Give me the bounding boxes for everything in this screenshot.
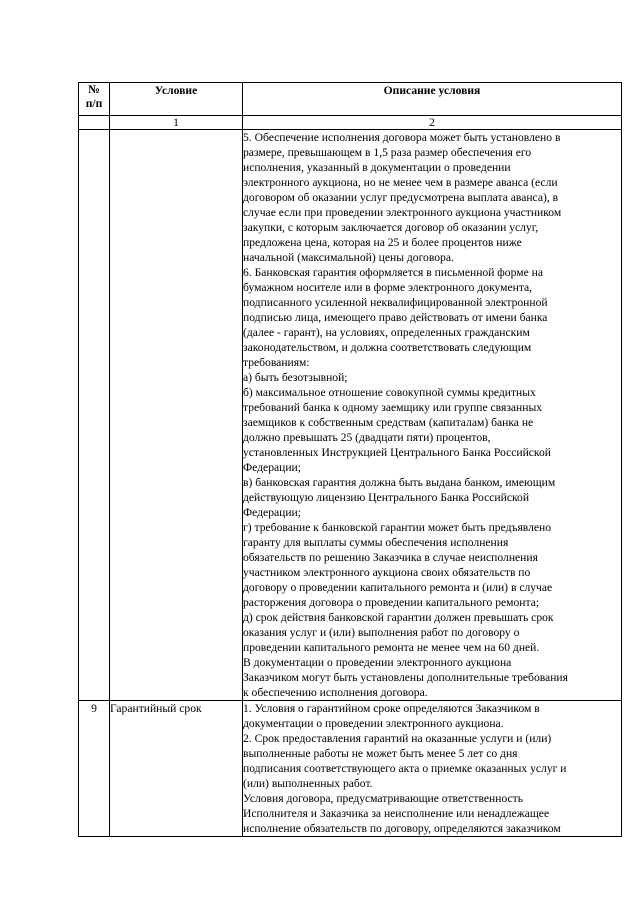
column-index-3: 2 — [243, 116, 622, 130]
description-line: Федерации; — [243, 506, 301, 519]
description-line: выполненные работы не может быть менее 5 лет со дня — [243, 747, 518, 760]
description-line: предложена цена, которая на 25 и более процентов ниже — [243, 236, 522, 249]
row-description — [243, 130, 622, 701]
description-line: случае если при проведении электронного аукциона участником — [243, 206, 562, 219]
table-row — [79, 130, 622, 701]
description-line: 2. Срок предоставления гарантий на оказанные услуги и (или) — [243, 732, 552, 745]
header-description: Описание условия — [243, 83, 622, 116]
description-line: размере, превышающем в 1,5 раза размер обеспечения его — [243, 146, 532, 159]
description-line: гаранту для выплаты суммы обеспечения исполнения — [243, 536, 509, 549]
description-line: установленных Инструкцией Центрального Банка Российской — [243, 446, 551, 459]
description-line: (далее - гарант), на условиях, определенных гражданским — [243, 326, 530, 339]
description-line: д) срок действия банковской гарантии должен превышать срок — [243, 611, 554, 624]
column-index-2: 1 — [110, 116, 243, 130]
description-line: проведении капитального ремонта не менее чем на 60 дней. — [243, 641, 540, 654]
row-condition — [110, 130, 243, 701]
description-line: Федерации; — [243, 461, 301, 474]
description-line: 1. Условия о гарантийном сроке определяются Заказчиком в — [243, 702, 540, 715]
description-line: а) быть безотзывной; — [243, 371, 348, 384]
description-line: документации о проведении электронного аукциона. — [243, 717, 504, 730]
description-line: требованиям: — [243, 356, 310, 369]
description-line: 5. Обеспечение исполнения договора может быть установлено в — [243, 131, 561, 144]
description-line: подписания соответствующего акта о приемке оказанных услуг и — [243, 762, 567, 775]
table-header-row — [79, 83, 622, 116]
description-line: обязательств по решению Заказчика в случае неисполнения — [243, 551, 538, 564]
description-line: подписью лица, имеющего право действовать от имени банка — [243, 311, 548, 324]
description-line: исполнения, указанный в документации о проведении — [243, 161, 511, 174]
description-line: законодательством, и должна соответствовать следующим — [243, 341, 532, 354]
header-number-label: № п/п — [85, 83, 103, 110]
description-line: В документации о проведении электронного аукциона — [243, 656, 512, 669]
header-number — [79, 83, 110, 116]
row-number — [79, 130, 110, 701]
description-line: 6. Банковская гарантия оформляется в письменной форме на — [243, 266, 543, 279]
description-line: Заказчиком могут быть установлены дополнительные требования — [243, 671, 568, 684]
description-line: бумажном носителе или в форме электронного документа, — [243, 281, 533, 294]
description-line: (или) выполненных работ. — [243, 777, 373, 790]
description-line: электронного аукциона, но не менее чем в размере аванса (если — [243, 176, 558, 189]
column-index-row — [79, 116, 622, 130]
description-line: исполнение обязательств по договору, определяются заказчиком — [243, 822, 561, 835]
column-index-1 — [79, 116, 110, 130]
description-line: б) максимальное отношение совокупной суммы кредитных — [243, 386, 536, 399]
description-line: расторжения договора о проведении капитального ремонта; — [243, 596, 540, 609]
row-condition: Гарантийный срок — [110, 701, 243, 837]
description-line: к обеспечению исполнения договора. — [243, 686, 428, 699]
description-line: оказания услуг и (или) выполнения работ по договору о — [243, 626, 520, 639]
description-line: в) банковская гарантия должна быть выдана банком, имеющим — [243, 476, 556, 489]
table-row — [79, 701, 622, 837]
description-line: участником электронного аукциона своих обязательств по — [243, 566, 531, 579]
description-line: договору о проведении капитального ремонта и (или) в случае — [243, 581, 553, 594]
description-line: договором об оказании услуг предусмотрена выплата аванса), в — [243, 191, 559, 204]
description-line: должно превышать 25 (двадцати пяти) процентов, — [243, 431, 491, 444]
description-line: заемщиков к собственным средствам (капиталам) банка не — [243, 416, 534, 429]
description-line: Исполнителя и Заказчика за неисполнение или ненадлежащее — [243, 807, 550, 820]
conditions-table — [78, 82, 622, 837]
description-line: подписанного усиленной неквалифицированной электронной — [243, 296, 548, 309]
header-condition: Условие — [110, 83, 243, 116]
description-line: закупки, с которым заключается договор об оказании услуг, — [243, 221, 539, 234]
row-number: 9 — [79, 701, 110, 837]
description-line: действующую лицензию Центрального Банка Российской — [243, 491, 530, 504]
description-line: Условия договора, предусматривающие ответственность — [243, 792, 524, 805]
row-description — [243, 701, 622, 837]
description-line: начальной (максимальной) цены договора. — [243, 251, 454, 264]
description-line: требований банка к одному заемщику или группе связанных — [243, 401, 543, 414]
description-line: г) требование к банковской гарантии может быть предъявлено — [243, 521, 552, 534]
